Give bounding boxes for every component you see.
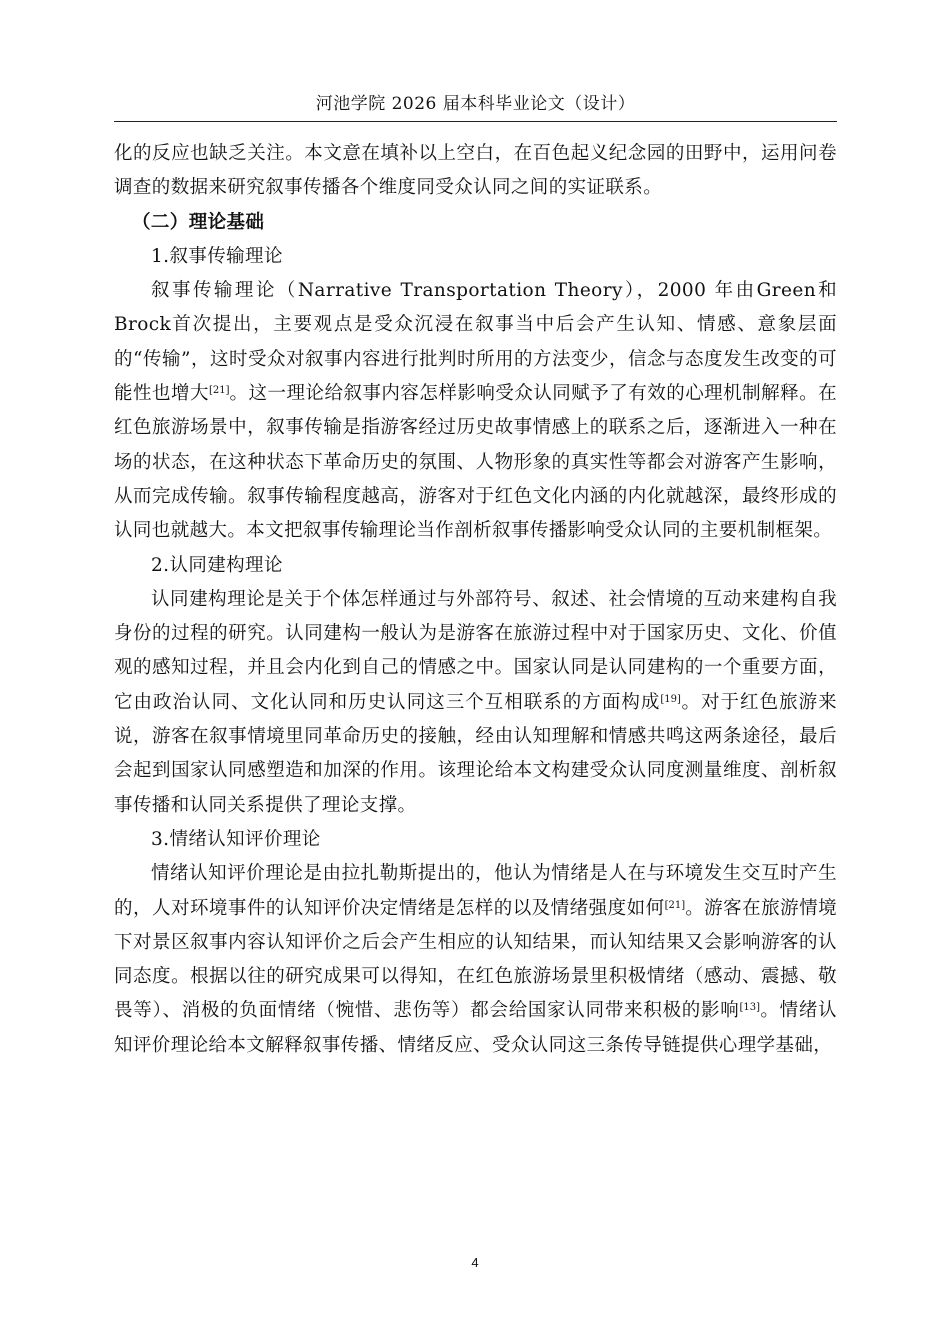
section-heading-theory-basis: （二）理论基础 [132, 211, 265, 233]
citation-21: [21] [208, 385, 230, 397]
page-header-title: 河池学院 2026 届本科毕业论文（设计） [315, 94, 636, 114]
paragraph-text-segment: 情绪认知评价理论是由拉扎勒斯提出的，他认为情绪是人在与环境发生交互时产生的，人对环境事件的认知评价决定情绪是怎样的以及情绪强度如何 [114, 863, 837, 919]
subheading-emotion-appraisal: 3.情绪认知评价理论 [151, 828, 321, 850]
citation-21: [21] [664, 899, 686, 911]
paragraph-emotion-appraisal [114, 857, 837, 1063]
subheading-identity-construction: 2.认同建构理论 [151, 554, 283, 576]
paragraph-intro-continuation: 化的反应也缺乏关注。本文意在填补以上空白，在百色起义纪念园的田野中，运用问卷调查的数据来研究叙事传播各个维度同受众认同之间的实证联系。 [114, 143, 837, 199]
paragraph-text-segment: 。对于红色旅游来说，游客在叙事情境里同革命历史的接触，经由认知理解和情感共鸣这两条途径，最后会起到国家认同感塑造和加深的作用。该理论给本文构建受众认同度测量维度、剖析叙事传播和认同关系提供了理论支撑。 [114, 691, 838, 816]
paragraph-text-segment: 叙事传输理论（Narrative Transportation Theory），2000 年由Green和Brock首次提出，主要观点是受众沉浸在叙事当中后会产生认知、情感、意象层面的“传输”，这时受众对叙事内容进行批判时所用的方法变少，信念与态度发生改变的可能性也增大 [114, 280, 837, 405]
paragraph-narrative-transportation [114, 274, 837, 548]
paragraph-text-segment: 。游客在旅游情境下对景区叙事内容认知评价之后会产生相应的认知结果，而认知结果又会影响游客的认同态度。根据以往的研究成果可以得知，在红色旅游场景里积极情绪（感动、震撼、敬畏等）、消极的负面情绪（惋惜、悲伤等）都会给国家认同带来积极的影响 [114, 897, 837, 1022]
paragraph-identity-construction [114, 583, 837, 823]
citation-13: [13] [739, 1002, 761, 1014]
subheading-narrative-transportation: 1.叙事传输理论 [151, 245, 283, 267]
paragraph-text-segment: 。情绪认知评价理论给本文解释叙事传播、情绪反应、受众认同这三条传导链提供心理学基础， [114, 1000, 838, 1056]
page-number: 4 [471, 1255, 479, 1270]
citation-19: [19] [660, 693, 681, 705]
header-divider [114, 121, 837, 122]
page-body [114, 137, 837, 1063]
paragraph-text-segment: 。这一理论给叙事内容怎样影响受众认同赋予了有效的心理机制解释。在红色旅游场景中，叙事传输是指游客经过历史故事情感上的联系之后，逐渐进入一种在场的状态，在这种状态下革命历史的氛围、人物形象的真实性等都会对游客产生影响，从而完成传输。叙事传输程度越高，游客对于红色文化内涵的内化就越深，最终形成的认同也就越大。本文把叙事传输理论当作剖析叙事传播影响受众认同的主要机制框架。 [114, 383, 837, 542]
paragraph-text-segment: 认同建构理论是关于个体怎样通过与外部符号、叙述、社会情境的互动来建构自我身份的过程的研究。认同建构一般认为是游客在旅游过程中对于国家历史、文化、价值观的感知过程，并且会内化到自己的情感之中。国家认同是认同建构的一个重要方面，它由政治认同、文化认同和历史认同这三个互相联系的方面构成 [114, 588, 837, 713]
